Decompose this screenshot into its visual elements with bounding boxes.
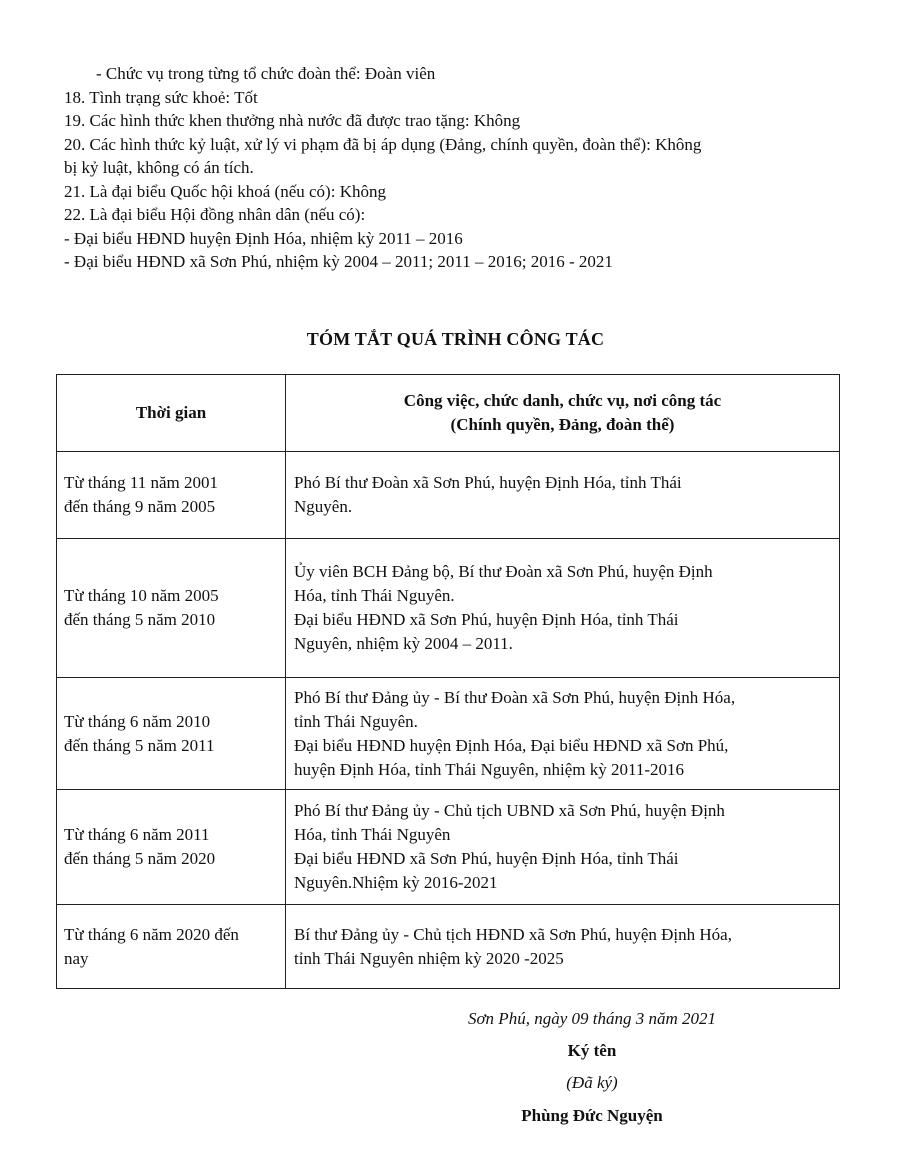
description-line: Phó Bí thư Đoàn xã Sơn Phú, huyện Định Hóa, tỉnh Thái (294, 473, 682, 492)
period-line: đến tháng 5 năm 2011 (64, 735, 215, 755)
work-history-table (56, 374, 840, 989)
table-row (57, 452, 840, 539)
description-cell (286, 678, 840, 790)
description-line: tỉnh Thái Nguyên nhiệm kỳ 2020 -2025 (294, 948, 564, 968)
description-line: Đại biểu HĐND xã Sơn Phú, huyện Định Hóa, tỉnh Thái (294, 849, 679, 868)
info-line-discipline-cont: bị kỷ luật, không có án tích. (64, 158, 254, 177)
period-line: đến tháng 5 năm 2010 (64, 610, 216, 629)
description-line: Nguyên, nhiệm kỳ 2004 – 2011. (294, 634, 513, 653)
period-line: đến tháng 5 năm 2020 (64, 849, 216, 868)
signature-label: Ký tên (567, 1041, 617, 1060)
period-line: nay (64, 948, 89, 968)
table-row (57, 539, 840, 678)
period-line: Từ tháng 10 năm 2005 (64, 586, 219, 605)
description-line: Ủy viên BCH Đảng bộ, Bí thư Đoàn xã Sơn Phú, huyện Định (294, 562, 713, 581)
info-line-awards: 19. Các hình thức khen thưởng nhà nước đã được trao tặng: Không (64, 111, 521, 130)
signature-note: (Đã ký) (566, 1073, 618, 1092)
info-line-district-council: - Đại biểu HĐND huyện Định Hóa, nhiệm kỳ 2011 – 2016 (64, 228, 463, 248)
header-period: Thời gian (57, 375, 286, 452)
table-header-row (57, 375, 840, 452)
description-line: Phó Bí thư Đảng ủy - Bí thư Đoàn xã Sơn Phú, huyện Định Hóa, (294, 687, 736, 707)
header-description-line1: Công việc, chức danh, chức vụ, nơi công tác (403, 391, 722, 410)
signature-place-date: Sơn Phú, ngày 09 tháng 3 năm 2021 (467, 1009, 716, 1028)
description-line: huyện Định Hóa, tỉnh Thái Nguyên, nhiệm kỳ 2011-2016 (294, 759, 685, 779)
description-cell (286, 905, 840, 989)
period-line: Từ tháng 6 năm 2010 (64, 711, 211, 731)
description-cell (286, 539, 840, 678)
description-line: Hóa, tỉnh Thái Nguyên. (294, 586, 455, 605)
table-row (57, 790, 840, 905)
description-line: Đại biểu HĐND xã Sơn Phú, huyện Định Hóa, tỉnh Thái (294, 610, 679, 629)
period-line: đến tháng 9 năm 2005 (64, 497, 216, 516)
description-cell (286, 452, 840, 539)
info-line-position: - Chức vụ trong từng tổ chức đoàn thể: Đoàn viên (96, 64, 436, 83)
period-cell (57, 790, 286, 905)
period-cell (57, 452, 286, 539)
description-line: Hóa, tỉnh Thái Nguyên (294, 825, 451, 844)
table-row (57, 905, 840, 989)
period-line: Từ tháng 11 năm 2001 (64, 473, 219, 492)
period-line: Từ tháng 6 năm 2011 (64, 825, 210, 844)
info-line-discipline: 20. Các hình thức kỷ luật, xử lý vi phạm đã bị áp dụng (Đảng, chính quyền, đoàn thể): Không (64, 134, 702, 154)
signer-name: Phùng Đức Nguyện (521, 1106, 663, 1125)
description-line: Đại biểu HĐND huyện Định Hóa, Đại biểu HĐND xã Sơn Phú, (294, 735, 729, 755)
description-cell (286, 790, 840, 905)
period-cell (57, 539, 286, 678)
description-line: Nguyên.Nhiệm kỳ 2016-2021 (294, 873, 498, 892)
table-row (57, 678, 840, 790)
info-line-peoples-council: 22. Là đại biểu Hội đồng nhân dân (nếu có): (64, 205, 366, 224)
period-cell (57, 678, 286, 790)
info-line-health: 18. Tình trạng sức khoẻ: Tốt (64, 87, 258, 107)
info-line-national-assembly: 21. Là đại biểu Quốc hội khoá (nếu có): Không (64, 181, 386, 201)
personal-info-lines (64, 62, 854, 274)
info-line-commune-council: - Đại biểu HĐND xã Sơn Phú, nhiệm kỳ 2004 – 2011; 2011 – 2016; 2016 - 2021 (64, 252, 613, 271)
description-line: Nguyên. (294, 497, 353, 516)
description-line: tỉnh Thái Nguyên. (294, 711, 418, 731)
header-description-line2: (Chính quyền, Đảng, đoàn thể) (450, 415, 675, 434)
period-line: Từ tháng 6 năm 2020 đến (64, 924, 239, 944)
header-description (286, 375, 840, 452)
period-cell (57, 905, 286, 989)
section-title: TÓM TẮT QUÁ TRÌNH CÔNG TÁC (306, 329, 605, 349)
description-line: Phó Bí thư Đảng ủy - Chủ tịch UBND xã Sơn Phú, huyện Định (294, 801, 725, 820)
description-line: Bí thư Đảng ủy - Chủ tịch HĐND xã Sơn Phú, huyện Định Hóa, (294, 924, 732, 944)
